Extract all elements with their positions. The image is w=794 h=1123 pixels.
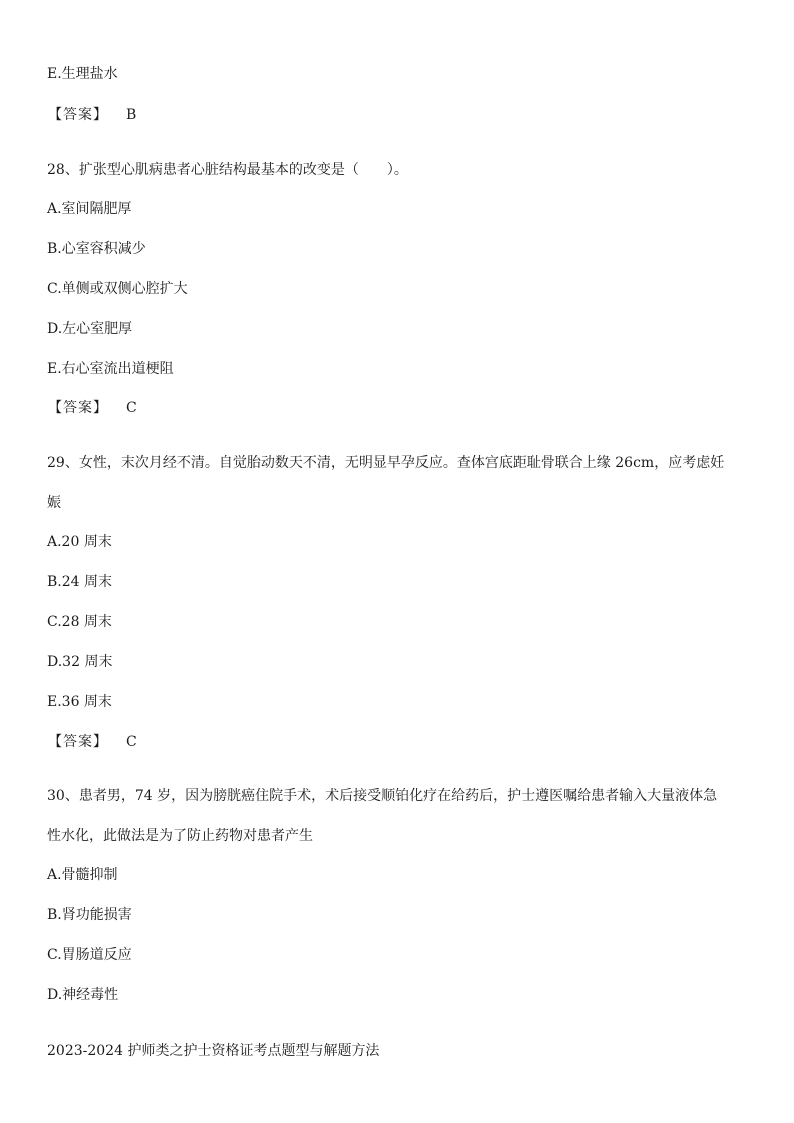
answer-value: B — [126, 107, 137, 123]
q30-stem-line2: 性水化，此做法是为了防止药物对患者产生 — [47, 828, 313, 844]
q30-stem-line1: 30、患者男，74 岁，因为膀胱癌住院手术，术后接受顺铂化疗在给药后，护士遵医嘱给患者输入大量液体急 — [47, 788, 718, 804]
q29-option-e: E.36 周末 — [47, 694, 112, 710]
answer-label: 【答案】 — [48, 400, 108, 416]
answer-label: 【答案】 — [48, 734, 108, 750]
answer-value: C — [126, 400, 137, 416]
q28-option-d: D.左心室肥厚 — [47, 321, 133, 337]
q28-answer — [48, 399, 137, 417]
q29-answer — [48, 733, 137, 751]
q28-option-a: A.室间隔肥厚 — [47, 201, 132, 217]
prev-option-e: E.生理盐水 — [47, 66, 118, 82]
q28-stem: 28、扩张型心肌病患者心脏结构最基本的改变是（ ）。 — [47, 162, 408, 178]
q30-option-d: D.神经毒性 — [47, 987, 119, 1003]
prev-answer — [48, 106, 136, 124]
q30-option-a: A.骨髓抑制 — [47, 867, 118, 883]
q29-option-a: A.20 周末 — [47, 534, 112, 550]
q28-option-e: E.右心室流出道梗阻 — [47, 361, 174, 377]
q29-option-c: C.28 周末 — [47, 614, 112, 630]
q29-stem-line1: 29、女性，末次月经不清。自觉胎动数天不清，无明显早孕反应。查体宫底距耻骨联合上缘 26cm，应考虑妊 — [47, 455, 725, 471]
q29-option-b: B.24 周末 — [47, 574, 113, 590]
q30-option-b: B.肾功能损害 — [47, 907, 132, 923]
q29-stem-line2: 娠 — [47, 495, 61, 511]
q28-option-c: C.单侧或双侧心腔扩大 — [47, 281, 188, 297]
q30-option-c: C.胃肠道反应 — [47, 947, 132, 963]
answer-label: 【答案】 — [48, 107, 108, 123]
q28-option-b: B.心室容积减少 — [47, 241, 146, 257]
answer-value: C — [126, 734, 137, 750]
q29-option-d: D.32 周末 — [47, 654, 113, 670]
page-footer: 2023-2024 护师类之护士资格证考点题型与解题方法 — [47, 1043, 380, 1059]
